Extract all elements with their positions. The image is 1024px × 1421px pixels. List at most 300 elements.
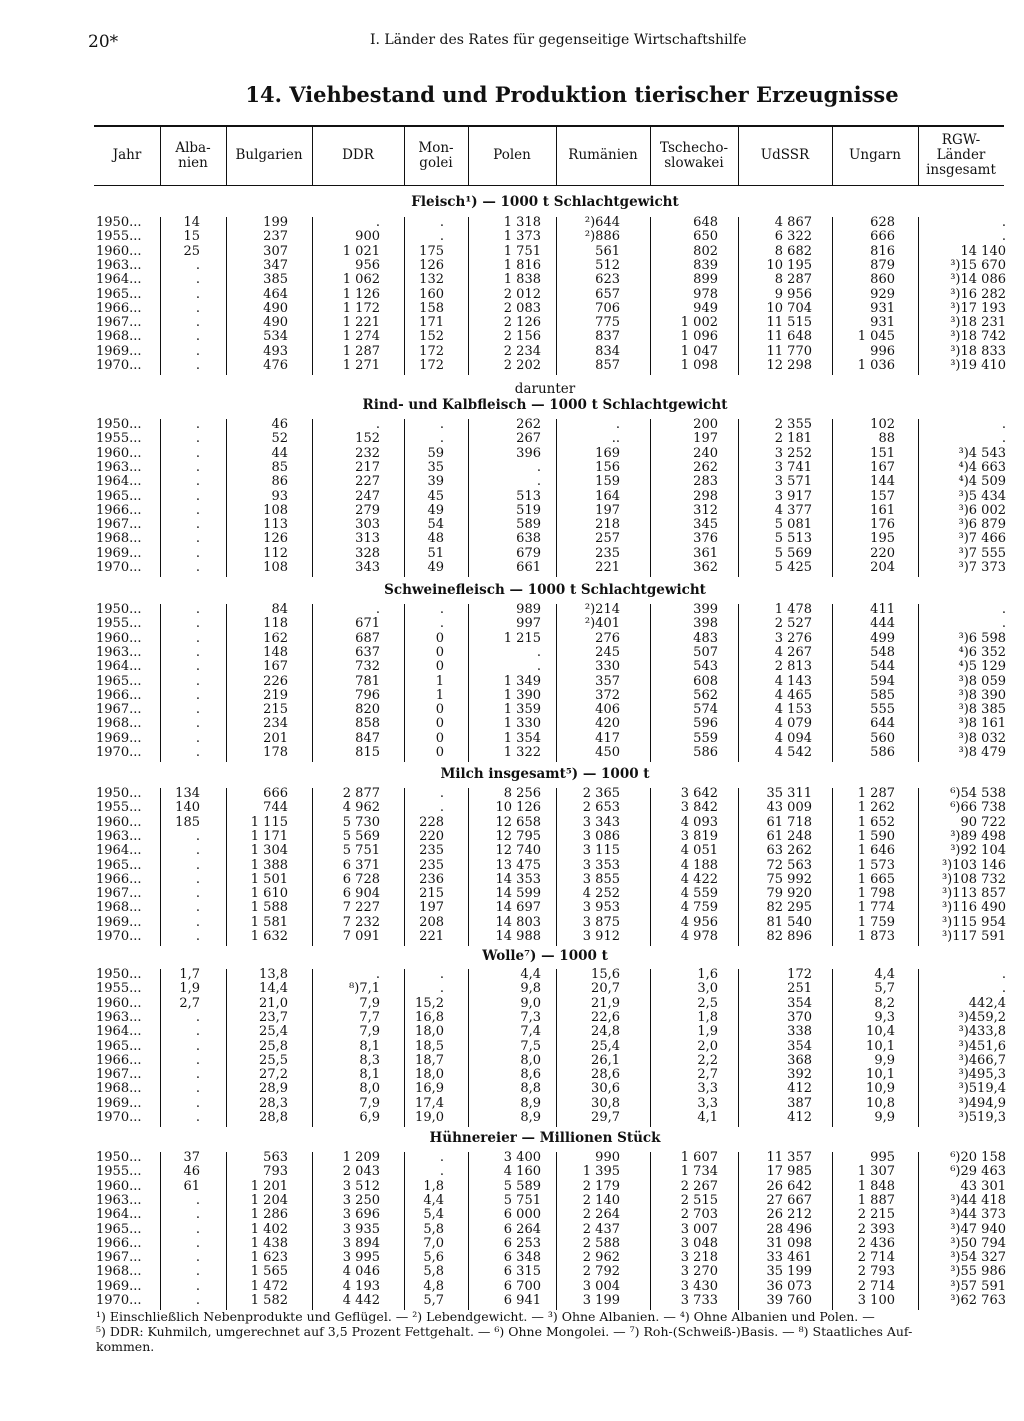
year-cell: 1967... [96, 1067, 142, 1083]
rumaenien-cell: 2 653 [582, 800, 620, 816]
ungarn-cell: 586 [870, 745, 895, 760]
bulgarien-cell: 1 201 [250, 1178, 288, 1194]
polen-cell: 12 740 [495, 843, 541, 859]
ddr-cell: 7,9 [359, 995, 380, 1011]
udssr-cell: 2 355 [774, 417, 812, 432]
table-row [0, 930, 1024, 944]
column-divider [832, 126, 833, 185]
table-row [0, 1194, 1024, 1208]
ddr-cell: 247 [355, 488, 380, 504]
rgw-cell: ³)7 555 [958, 545, 1006, 561]
polen-cell: 6 253 [503, 1235, 541, 1251]
albanien-cell: . [195, 257, 200, 273]
ddr-cell: 6 728 [342, 871, 380, 887]
year-cell: 1960... [96, 814, 142, 830]
rumaenien-cell: 25,4 [591, 1038, 620, 1054]
rgw-cell: ³)103 146 [941, 857, 1006, 873]
mongolei-cell: 39 [427, 474, 444, 490]
bulgarien-cell: 1 472 [250, 1278, 288, 1294]
polen-cell: 638 [516, 531, 541, 547]
table-row [0, 1251, 1024, 1265]
bulgarien-cell: 126 [263, 531, 288, 547]
tschechoslowakei-cell: 345 [693, 517, 718, 533]
rgw-cell: ³)54 327 [950, 1250, 1006, 1266]
section-subtitle: darunter [514, 381, 576, 397]
albanien-cell: . [195, 343, 200, 359]
rumaenien-cell: 3 115 [582, 843, 620, 859]
bulgarien-cell: 1 610 [250, 886, 288, 902]
rumaenien-cell: 3 199 [582, 1293, 620, 1308]
table-row [0, 844, 1024, 858]
year-cell: 1960... [96, 1178, 142, 1194]
ddr-cell: 1 274 [342, 329, 380, 345]
ungarn-cell: 2 793 [857, 1264, 895, 1280]
polen-cell: 8,8 [520, 1081, 541, 1097]
udssr-cell: 354 [787, 995, 812, 1011]
header-bulgarien: Bulgarien [235, 147, 303, 163]
tschechoslowakei-cell: 4 956 [680, 914, 718, 930]
table-row [0, 1180, 1024, 1194]
tschechoslowakei-cell: 949 [693, 300, 718, 316]
polen-cell: 7,4 [520, 1024, 541, 1040]
bulgarien-cell: 1 171 [250, 828, 288, 844]
mongolei-cell: 175 [419, 243, 444, 259]
mongolei-cell: 49 [427, 502, 444, 518]
mongolei-cell: 221 [419, 929, 444, 944]
mongolei-cell: 49 [427, 560, 444, 575]
bulgarien-cell: 167 [263, 659, 288, 675]
ungarn-cell: 5,7 [874, 981, 895, 997]
table-row [0, 245, 1024, 259]
ungarn-cell: 3 100 [857, 1293, 895, 1308]
udssr-cell: 3 276 [774, 630, 812, 646]
albanien-cell: . [195, 871, 200, 887]
udssr-cell: 1 478 [774, 602, 812, 617]
rumaenien-cell: 561 [595, 243, 620, 259]
bulgarien-cell: 1 581 [250, 914, 288, 930]
bulgarien-cell: 44 [271, 445, 288, 461]
tschechoslowakei-cell: 2 267 [680, 1178, 718, 1194]
section-title: Rind- und Kalbfleisch — 1000 t Schlachtgewicht [362, 397, 728, 413]
ungarn-cell: 1 873 [857, 929, 895, 944]
polen-cell: 14 697 [495, 900, 541, 916]
bulgarien-cell: 490 [263, 315, 288, 331]
rgw-cell: ³)18 231 [950, 315, 1006, 331]
rumaenien-cell: 2 365 [582, 786, 620, 801]
rgw-cell: ³)8 479 [958, 745, 1006, 760]
udssr-cell: 2 813 [774, 659, 812, 675]
table-row [0, 1151, 1024, 1165]
albanien-cell: 134 [175, 786, 200, 801]
ddr-cell: 3 696 [342, 1207, 380, 1223]
mongolei-cell: 1 [435, 687, 444, 703]
albanien-cell: . [195, 1278, 200, 1294]
tschechoslowakei-cell: 4 188 [680, 857, 718, 873]
polen-cell: 1 359 [503, 702, 541, 718]
bulgarien-cell: 85 [271, 459, 288, 475]
table-row [0, 632, 1024, 646]
rgw-cell: ⁴)4 663 [958, 459, 1006, 475]
udssr-cell: 368 [787, 1052, 812, 1068]
mongolei-cell: 0 [435, 730, 444, 746]
column-divider [312, 126, 313, 185]
polen-cell: 2 083 [503, 300, 541, 316]
table-row [0, 316, 1024, 330]
tschechoslowakei-cell: 1,8 [697, 1009, 718, 1025]
mongolei-cell: 19,0 [415, 1110, 444, 1125]
rgw-cell: ³)433,8 [958, 1024, 1006, 1040]
rumaenien-cell: 357 [595, 673, 620, 689]
bulgarien-cell: 1 501 [250, 871, 288, 887]
rumaenien-cell: 257 [595, 531, 620, 547]
rumaenien-cell: 15,6 [591, 967, 620, 982]
ungarn-cell: 995 [870, 1150, 895, 1165]
albanien-cell: . [195, 1264, 200, 1280]
year-cell: 1950... [96, 215, 142, 230]
year-cell: 1964... [96, 843, 142, 859]
polen-cell: 262 [516, 417, 541, 432]
albanien-cell: . [195, 517, 200, 533]
year-cell: 1969... [96, 343, 142, 359]
year-cell: 1970... [96, 745, 142, 760]
tschechoslowakei-cell: 648 [693, 215, 718, 230]
mongolei-cell: 5,6 [423, 1250, 444, 1266]
polen-cell: . [536, 659, 541, 675]
ungarn-cell: 499 [870, 630, 895, 646]
table-row [0, 288, 1024, 302]
table-row [0, 561, 1024, 575]
tschechoslowakei-cell: 1 002 [680, 315, 718, 331]
polen-cell: 1 373 [503, 229, 541, 245]
rumaenien-cell: 2 792 [582, 1264, 620, 1280]
mongolei-cell: 18,0 [415, 1024, 444, 1040]
bulgarien-cell: 112 [263, 545, 288, 561]
year-cell: 1968... [96, 900, 142, 916]
rumaenien-cell: 3 855 [582, 871, 620, 887]
bulgarien-cell: 13,8 [259, 967, 288, 982]
albanien-cell: 2,7 [179, 995, 200, 1011]
ungarn-cell: 176 [870, 517, 895, 533]
tschechoslowakei-cell: 1 047 [680, 343, 718, 359]
ungarn-cell: 548 [870, 644, 895, 660]
rgw-cell: ³)50 794 [950, 1235, 1006, 1251]
table-row [0, 997, 1024, 1011]
ungarn-cell: 161 [870, 502, 895, 518]
table-row [0, 432, 1024, 446]
footnote-line: kommen. [96, 1339, 155, 1354]
table-row [0, 490, 1024, 504]
rumaenien-cell: 221 [595, 560, 620, 575]
bulgarien-cell: 199 [263, 215, 288, 230]
bulgarien-cell: 666 [263, 786, 288, 801]
bulgarien-cell: 534 [263, 329, 288, 345]
bulgarien-cell: 28,9 [259, 1081, 288, 1097]
rgw-cell: ³)4 543 [958, 445, 1006, 461]
udssr-cell: 5 513 [774, 531, 812, 547]
ddr-cell: 6 904 [342, 886, 380, 902]
rumaenien-cell: 420 [595, 716, 620, 732]
table-row [0, 1280, 1024, 1294]
albanien-cell: . [195, 914, 200, 930]
tschechoslowakei-cell: 586 [693, 745, 718, 760]
section-title: Schweinefleisch — 1000 t Schlachtgewicht [384, 582, 706, 598]
section-title: Milch insgesamt⁵) — 1000 t [440, 766, 650, 782]
bulgarien-cell: 1 565 [250, 1264, 288, 1280]
table-row [0, 982, 1024, 996]
ddr-cell: 7,9 [359, 1024, 380, 1040]
udssr-cell: 251 [787, 981, 812, 997]
mongolei-cell: 51 [427, 545, 444, 561]
udssr-cell: 82 295 [766, 900, 812, 916]
year-cell: 1967... [96, 315, 142, 331]
ungarn-cell: 9,9 [874, 1052, 895, 1068]
bulgarien-cell: 27,2 [259, 1067, 288, 1083]
table-row [0, 461, 1024, 475]
albanien-cell: . [195, 929, 200, 944]
ungarn-cell: 10,4 [866, 1024, 895, 1040]
rgw-cell: 90 722 [960, 814, 1006, 830]
ddr-cell: 3 250 [342, 1192, 380, 1208]
ddr-cell: 217 [355, 459, 380, 475]
ddr-cell: 6,9 [359, 1110, 380, 1125]
ddr-cell: 5 569 [342, 828, 380, 844]
ddr-cell: 858 [355, 716, 380, 732]
rgw-cell: ³)15 670 [950, 257, 1006, 273]
rumaenien-cell: ²)644 [584, 215, 620, 230]
ungarn-cell: 1 262 [857, 800, 895, 816]
udssr-cell: 2 181 [774, 431, 812, 447]
polen-cell: 8,9 [520, 1110, 541, 1125]
ungarn-cell: 585 [870, 687, 895, 703]
rgw-cell: ³)17 193 [950, 300, 1006, 316]
header-ddr: DDR [342, 147, 374, 163]
year-cell: 1963... [96, 1009, 142, 1025]
albanien-cell: . [195, 545, 200, 561]
rgw-cell: ³)57 591 [950, 1278, 1006, 1294]
tschechoslowakei-cell: 362 [693, 560, 718, 575]
polen-cell: 6 941 [503, 1293, 541, 1308]
ungarn-cell: 1 798 [857, 886, 895, 902]
mongolei-cell: 59 [427, 445, 444, 461]
rumaenien-cell: 22,6 [591, 1009, 620, 1025]
year-cell: 1963... [96, 644, 142, 660]
polen-cell: 2 234 [503, 343, 541, 359]
albanien-cell: . [195, 843, 200, 859]
tschechoslowakei-cell: 2,5 [697, 995, 718, 1011]
albanien-cell: 15 [183, 229, 200, 245]
rumaenien-cell: . [615, 417, 620, 432]
mongolei-cell: 0 [435, 659, 444, 675]
table-row [0, 259, 1024, 273]
year-cell: 1965... [96, 857, 142, 873]
bulgarien-cell: 25,4 [259, 1024, 288, 1040]
udssr-cell: 4 465 [774, 687, 812, 703]
albanien-cell: . [195, 431, 200, 447]
udssr-cell: 9 956 [774, 286, 812, 302]
tschechoslowakei-cell: 1 096 [680, 329, 718, 345]
tschechoslowakei-cell: 3 733 [680, 1293, 718, 1308]
ddr-cell: 3 894 [342, 1235, 380, 1251]
rumaenien-cell: 857 [595, 358, 620, 373]
rgw-cell: ³)18 833 [950, 343, 1006, 359]
ddr-cell: 7,9 [359, 1095, 380, 1111]
udssr-cell: 35 311 [766, 786, 812, 801]
albanien-cell: . [195, 1235, 200, 1251]
table-row [0, 547, 1024, 561]
polen-cell: 13 475 [495, 857, 541, 873]
mongolei-cell: 158 [419, 300, 444, 316]
albanien-cell: . [195, 1009, 200, 1025]
albanien-cell: . [195, 828, 200, 844]
table-row [0, 916, 1024, 930]
bulgarien-cell: 84 [271, 602, 288, 617]
year-cell: 1965... [96, 1221, 142, 1237]
page-number: 20* [88, 32, 119, 52]
tschechoslowakei-cell: 2,0 [697, 1038, 718, 1054]
mongolei-cell: 18,7 [415, 1052, 444, 1068]
albanien-cell: 185 [175, 814, 200, 830]
table-row [0, 1237, 1024, 1251]
section-title: Wolle⁷) — 1000 t [482, 948, 608, 964]
year-cell: 1970... [96, 560, 142, 575]
ddr-cell: ⁸)7,1 [349, 981, 380, 997]
rgw-cell: ³)8 390 [958, 687, 1006, 703]
rgw-cell: ³)19 410 [950, 358, 1006, 373]
rgw-cell: ³)5 434 [958, 488, 1006, 504]
ungarn-cell: 9,9 [874, 1110, 895, 1125]
polen-cell: 8,0 [520, 1052, 541, 1068]
udssr-cell: 412 [787, 1110, 812, 1125]
albanien-cell: . [195, 659, 200, 675]
year-cell: 1970... [96, 1110, 142, 1125]
rumaenien-cell: 2 962 [582, 1250, 620, 1266]
year-cell: 1967... [96, 702, 142, 718]
tschechoslowakei-cell: 2,7 [697, 1067, 718, 1083]
rgw-cell: . [1001, 602, 1006, 617]
rgw-cell: ³)519,3 [958, 1110, 1006, 1125]
rumaenien-cell: 24,8 [591, 1024, 620, 1040]
footnotes [96, 1309, 1011, 1354]
table-row [0, 518, 1024, 532]
year-cell: 1967... [96, 517, 142, 533]
bulgarien-cell: 1 438 [250, 1235, 288, 1251]
table-row [0, 689, 1024, 703]
tschechoslowakei-cell: 1 734 [680, 1164, 718, 1180]
polen-cell: 8,9 [520, 1095, 541, 1111]
ungarn-cell: 10,1 [866, 1067, 895, 1083]
year-cell: 1950... [96, 967, 142, 982]
year-cell: 1950... [96, 1150, 142, 1165]
ungarn-cell: 8,2 [874, 995, 895, 1011]
header-polen: Polen [493, 147, 531, 163]
albanien-cell: 46 [183, 1164, 200, 1180]
ddr-cell: 671 [355, 616, 380, 632]
mongolei-cell: 0 [435, 716, 444, 732]
table-row [0, 816, 1024, 830]
mongolei-cell: 18,0 [415, 1067, 444, 1083]
polen-cell: 519 [516, 502, 541, 518]
mongolei-cell: 18,5 [415, 1038, 444, 1054]
ungarn-cell: 1 887 [857, 1192, 895, 1208]
table-row [0, 447, 1024, 461]
polen-cell: 997 [516, 616, 541, 632]
rgw-cell: ³)494,9 [958, 1095, 1006, 1111]
ungarn-cell: 10,8 [866, 1095, 895, 1111]
polen-cell: . [536, 474, 541, 490]
column-divider [650, 126, 651, 185]
bulgarien-cell: 93 [271, 488, 288, 504]
udssr-cell: 8 287 [774, 272, 812, 288]
table-row [0, 359, 1024, 373]
table-row [0, 787, 1024, 801]
tschechoslowakei-cell: 3 048 [680, 1235, 718, 1251]
year-cell: 1964... [96, 474, 142, 490]
albanien-cell: . [195, 745, 200, 760]
rgw-cell: ³)8 059 [958, 673, 1006, 689]
udssr-cell: 5 425 [774, 560, 812, 575]
udssr-cell: 10 704 [766, 300, 812, 316]
udssr-cell: 72 563 [766, 857, 812, 873]
mongolei-cell: . [439, 1164, 444, 1180]
albanien-cell: . [195, 502, 200, 518]
polen-cell: 1 838 [503, 272, 541, 288]
polen-cell: 4,4 [520, 967, 541, 982]
header-bottom-rule [94, 185, 1004, 186]
bulgarien-cell: 118 [263, 616, 288, 632]
section-title: Fleisch¹) — 1000 t Schlachtgewicht [411, 194, 679, 210]
year-cell: 1964... [96, 659, 142, 675]
table-row [0, 330, 1024, 344]
ungarn-cell: 10,1 [866, 1038, 895, 1054]
table-row [0, 801, 1024, 815]
mongolei-cell: 0 [435, 745, 444, 760]
tschechoslowakei-cell: 3,0 [697, 981, 718, 997]
ddr-cell: 781 [355, 673, 380, 689]
year-cell: 1960... [96, 243, 142, 259]
rumaenien-cell: 245 [595, 644, 620, 660]
albanien-cell: 25 [183, 243, 200, 259]
polen-cell: 1 349 [503, 673, 541, 689]
year-cell: 1969... [96, 730, 142, 746]
ungarn-cell: 1 652 [857, 814, 895, 830]
column-divider [226, 126, 227, 185]
polen-cell: 14 353 [495, 871, 541, 887]
rumaenien-cell: 512 [595, 257, 620, 273]
table-row [0, 901, 1024, 915]
rumaenien-cell: 834 [595, 343, 620, 359]
bulgarien-cell: 793 [263, 1164, 288, 1180]
polen-cell: 12 795 [495, 828, 541, 844]
rumaenien-cell: 450 [595, 745, 620, 760]
table-row [0, 703, 1024, 717]
table-row [0, 1111, 1024, 1125]
year-cell: 1969... [96, 1278, 142, 1294]
ungarn-cell: 88 [878, 431, 895, 447]
ddr-cell: 5 730 [342, 814, 380, 830]
tschechoslowakei-cell: 483 [693, 630, 718, 646]
rgw-cell: ³)47 940 [950, 1221, 1006, 1237]
rgw-cell: ⁶)29 463 [950, 1164, 1006, 1180]
ddr-cell: 8,1 [359, 1067, 380, 1083]
ddr-cell: . [375, 417, 380, 432]
table-title: 14. Viehbestand und Produktion tierischer Erzeugnisse [245, 82, 899, 107]
tschechoslowakei-cell: 3 842 [680, 800, 718, 816]
mongolei-cell: 215 [419, 886, 444, 902]
tschechoslowakei-cell: 574 [693, 702, 718, 718]
mongolei-cell: 0 [435, 630, 444, 646]
polen-cell: 2 126 [503, 315, 541, 331]
rgw-cell: ³)55 986 [950, 1264, 1006, 1280]
